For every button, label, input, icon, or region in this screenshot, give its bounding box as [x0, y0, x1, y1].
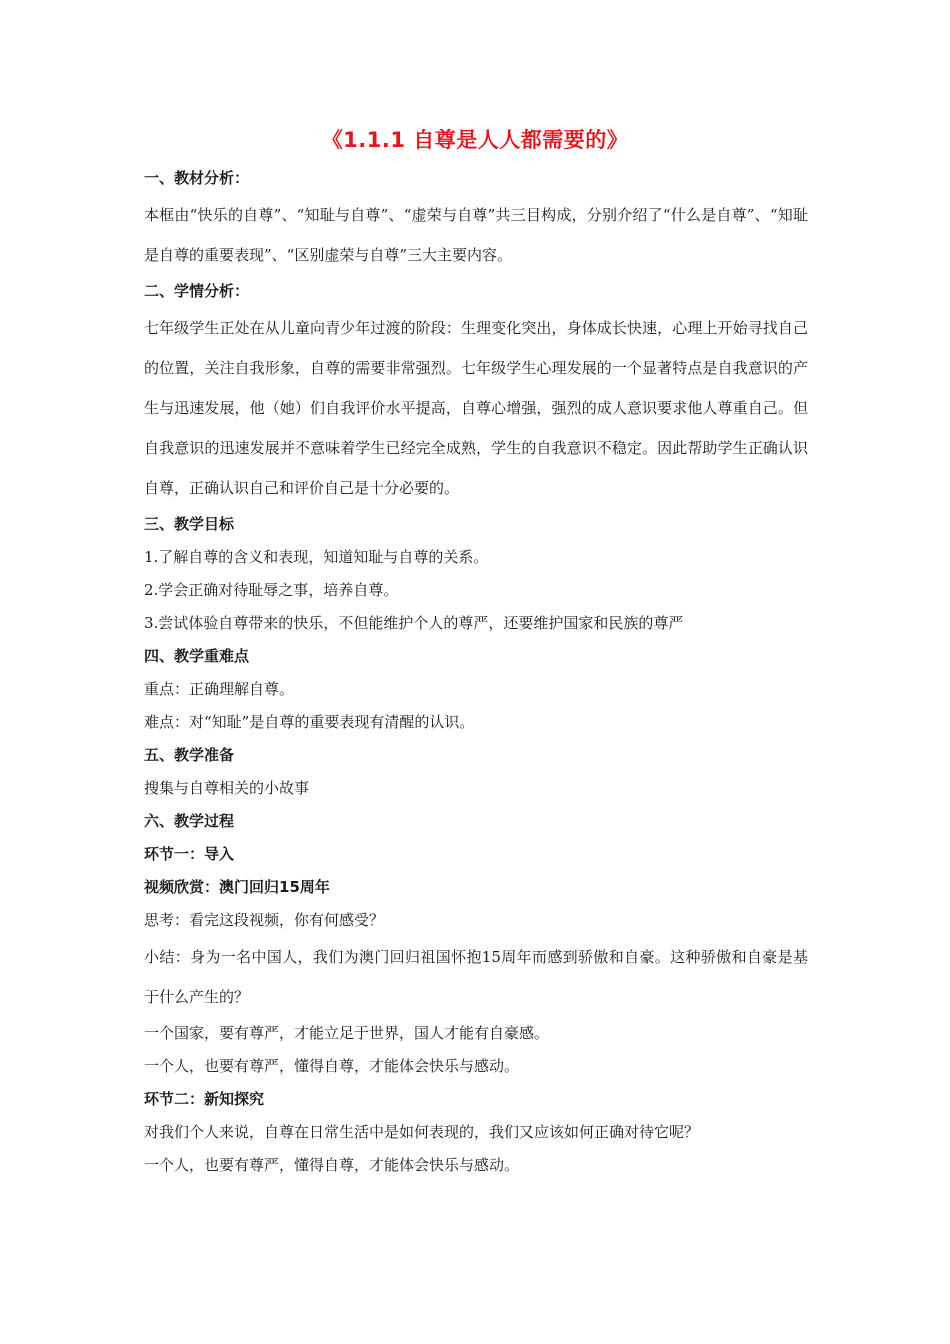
document-body: [144, 162, 808, 1182]
goal-item-1: 1.了解自尊的含义和表现，知道知耻与自尊的关系。: [144, 548, 489, 566]
country-dignity-text: 一个国家，要有尊严，才能立足于世界，国人才能有自豪感。: [144, 1024, 550, 1042]
personal-dignity-text: 一个人，也要有尊严，懂得自尊，才能体会快乐与感动。: [144, 1057, 520, 1075]
section-heading-student-analysis: 二、学情分析：: [144, 282, 250, 300]
difficult-point-text: 难点：对“知耻”是自尊的重要表现有清醒的认识。: [144, 713, 475, 731]
document-title: 《1.1.1 自尊是人人都需要的》: [321, 128, 629, 152]
personal-dignity-text-repeat: 一个人，也要有尊严，懂得自尊，才能体会快乐与感动。: [144, 1156, 520, 1174]
goal-item-3: 3.尝试体验自尊带来的快乐，不但能维护个人的尊严，还要维护国家和民族的尊严: [144, 614, 684, 632]
video-heading: 视频欣赏：澳门回归15周年: [144, 878, 330, 896]
summary-paragraph: 小结：身为一名中国人，我们为澳门回归祖国怀抱15周年而感到骄傲和自豪。这种骄傲和自豪是基于什么产生的？: [144, 948, 808, 1006]
question-text: 对我们个人来说，自尊在日常生活中是如何表现的，我们又应该如何正确对待它呢？: [144, 1123, 700, 1141]
student-analysis-paragraph: 七年级学生正处在从儿童向青少年过渡的阶段：生理变化突出，身体成长快速，心理上开始寻找自己的位置，关注自我形象，自尊的需要非常强烈。七年级学生心理发展的一个显著特点是自我意识的产生与迅速发展，他（她）们自我评价水平提高，自尊心增强，强烈的成人意识要求他人尊重自己。但自我意识的迅速发展并不意味着学生已经完全成熟，学生的自我意识不稳定。因此帮助学生正确认识自尊，正确认识自己和评价自己是十分必要的。: [144, 319, 808, 497]
section-heading-preparation: 五、教学准备: [144, 746, 235, 764]
preparation-text: 搜集与自尊相关的小故事: [144, 779, 310, 797]
section-heading-teaching-goals: 三、教学目标: [144, 515, 235, 533]
step2-heading: 环节二：新知探究: [144, 1090, 265, 1108]
key-point-text: 重点：正确理解自尊。: [144, 680, 295, 698]
section-heading-teaching-process: 六、教学过程: [144, 812, 235, 830]
step1-heading: 环节一：导入: [144, 845, 235, 863]
section-heading-key-points: 四、教学重难点: [144, 647, 250, 665]
section-heading-textbook-analysis: 一、教材分析：: [144, 169, 250, 187]
goal-item-2: 2.学会正确对待耻辱之事，培养自尊。: [144, 581, 399, 599]
textbook-analysis-paragraph: 本框由“快乐的自尊”、“知耻与自尊”、“虚荣与自尊”共三目构成，分别介绍了“什么是自尊”、“知耻是自尊的重要表现”、“区别虚荣与自尊”三大主要内容。: [144, 206, 808, 264]
think-text: 思考：看完这段视频，你有何感受？: [144, 911, 385, 929]
